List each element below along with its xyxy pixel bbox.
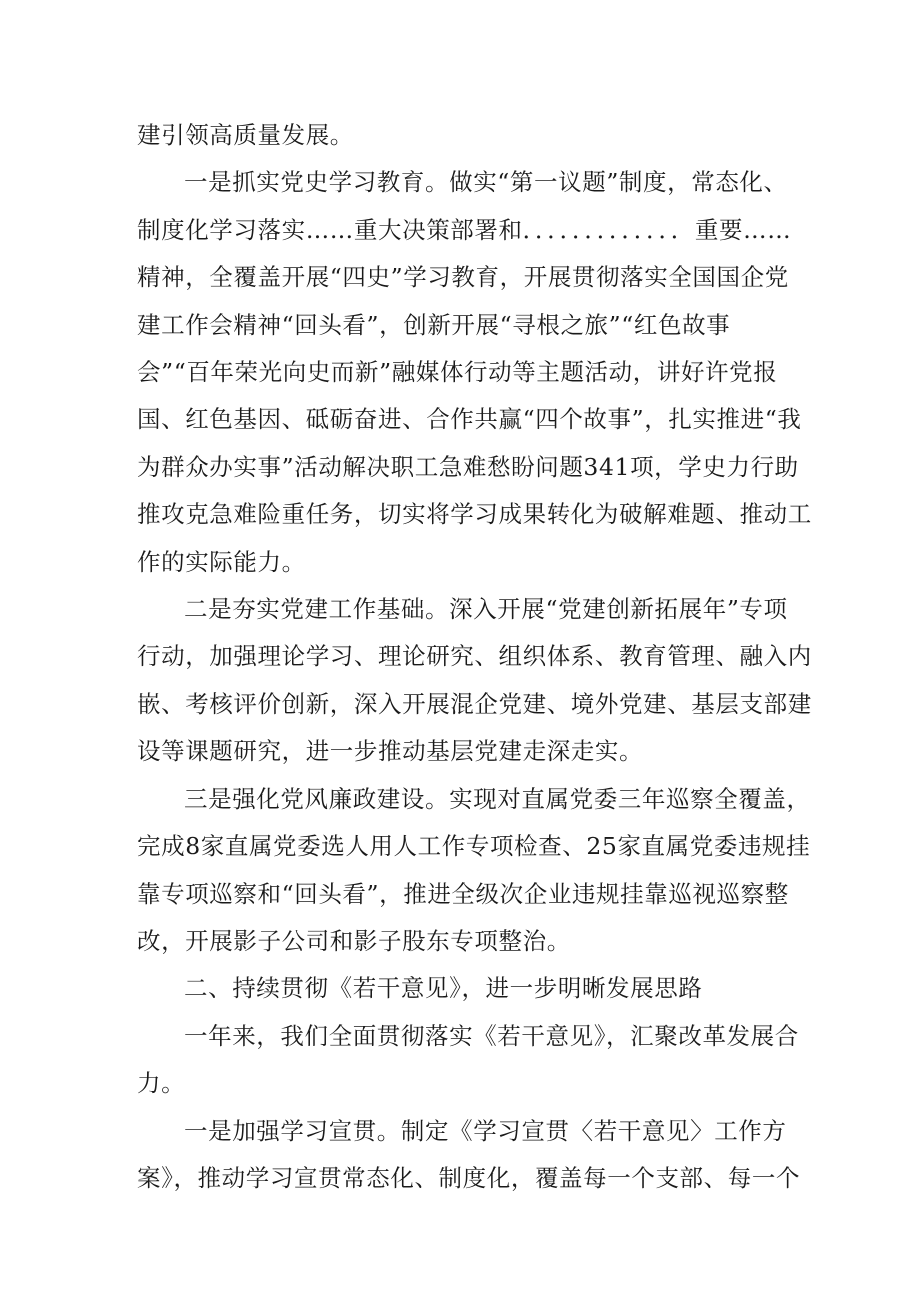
text-line: 二是夯实党建工作基础。深入开展“党建创新拓展年”专项 — [184, 595, 788, 624]
text-line: 一是加强学习宣贯。制定《学习宣贯〈若干意见〉工作方 — [184, 1116, 787, 1145]
paragraph-integrity-building — [137, 776, 811, 966]
text-line: 建引领高质量发展。 — [137, 121, 354, 149]
text-line: 制度化学习落实……重大决策部署和．．．．．．．．．．．．．重要…… — [137, 215, 792, 244]
paragraph-intro-tail — [137, 112, 797, 159]
document-body — [137, 112, 812, 1202]
text-line: 靠专项巡察和“回头看”，推进全级次企业违规挂靠巡视巡察整 — [137, 879, 789, 908]
section-heading — [137, 965, 797, 1012]
text-line: 一是抓实党史学习教育。做实“第一议题”制度，常态化、 — [184, 168, 788, 197]
paragraph-party-building-foundation — [137, 586, 812, 776]
text-line: 行动，加强理论学习、理论研究、组织体系、教育管理、融入内 — [137, 642, 812, 671]
paragraph-section-intro — [137, 1013, 797, 1108]
text-line: 精神，全覆盖开展“四史”学习教育，开展贯彻落实全国国企党 — [137, 263, 789, 292]
text-line: 力。 — [137, 1069, 186, 1098]
text-line: 改，开展影子公司和影子股东专项整治。 — [137, 926, 571, 955]
text-line: 国、红色基因、砥砺奋进、合作共赢“四个故事”，扎实推进“我 — [137, 405, 802, 434]
text-line: 案》，推动学习宣贯常态化、制度化，覆盖每一个支部、每一个 — [137, 1163, 801, 1192]
heading-text: 二、持续贯彻《若干意见》，进一步明晰发展思路 — [184, 974, 703, 1003]
text-line: 为群众办实事”活动解决职工急难愁盼问题341项，学史力行助 — [137, 452, 799, 481]
text-line: 建工作会精神“回头看”，创新开展“寻根之旅”“红色故事 — [137, 310, 731, 339]
text-line: 推攻克急难险重任务，切实将学习成果转化为破解难题、推动工 — [137, 500, 812, 529]
text-line: 会”“百年荣光向史而新”融媒体行动等主题活动，讲好许党报 — [137, 358, 778, 387]
paragraph-study-promotion — [137, 1108, 801, 1203]
text-line: 作的实际能力。 — [137, 547, 306, 576]
text-line: 完成8家直属党委选人用人工作专项检查、25家直属党委违规挂 — [137, 832, 811, 861]
text-line: 嵌、考核评价创新，深入开展混企党建、境外党建、基层支部建 — [137, 689, 812, 718]
text-line: 设等课题研究，进一步推动基层党建走深走实。 — [137, 737, 644, 766]
text-line: 一年来，我们全面贯彻落实《若干意见》，汇聚改革发展合 — [184, 1021, 799, 1050]
paragraph-party-history-study — [137, 159, 812, 586]
text-line: 三是强化党风廉政建设。实现对直属党委三年巡察全覆盖， — [184, 784, 811, 813]
